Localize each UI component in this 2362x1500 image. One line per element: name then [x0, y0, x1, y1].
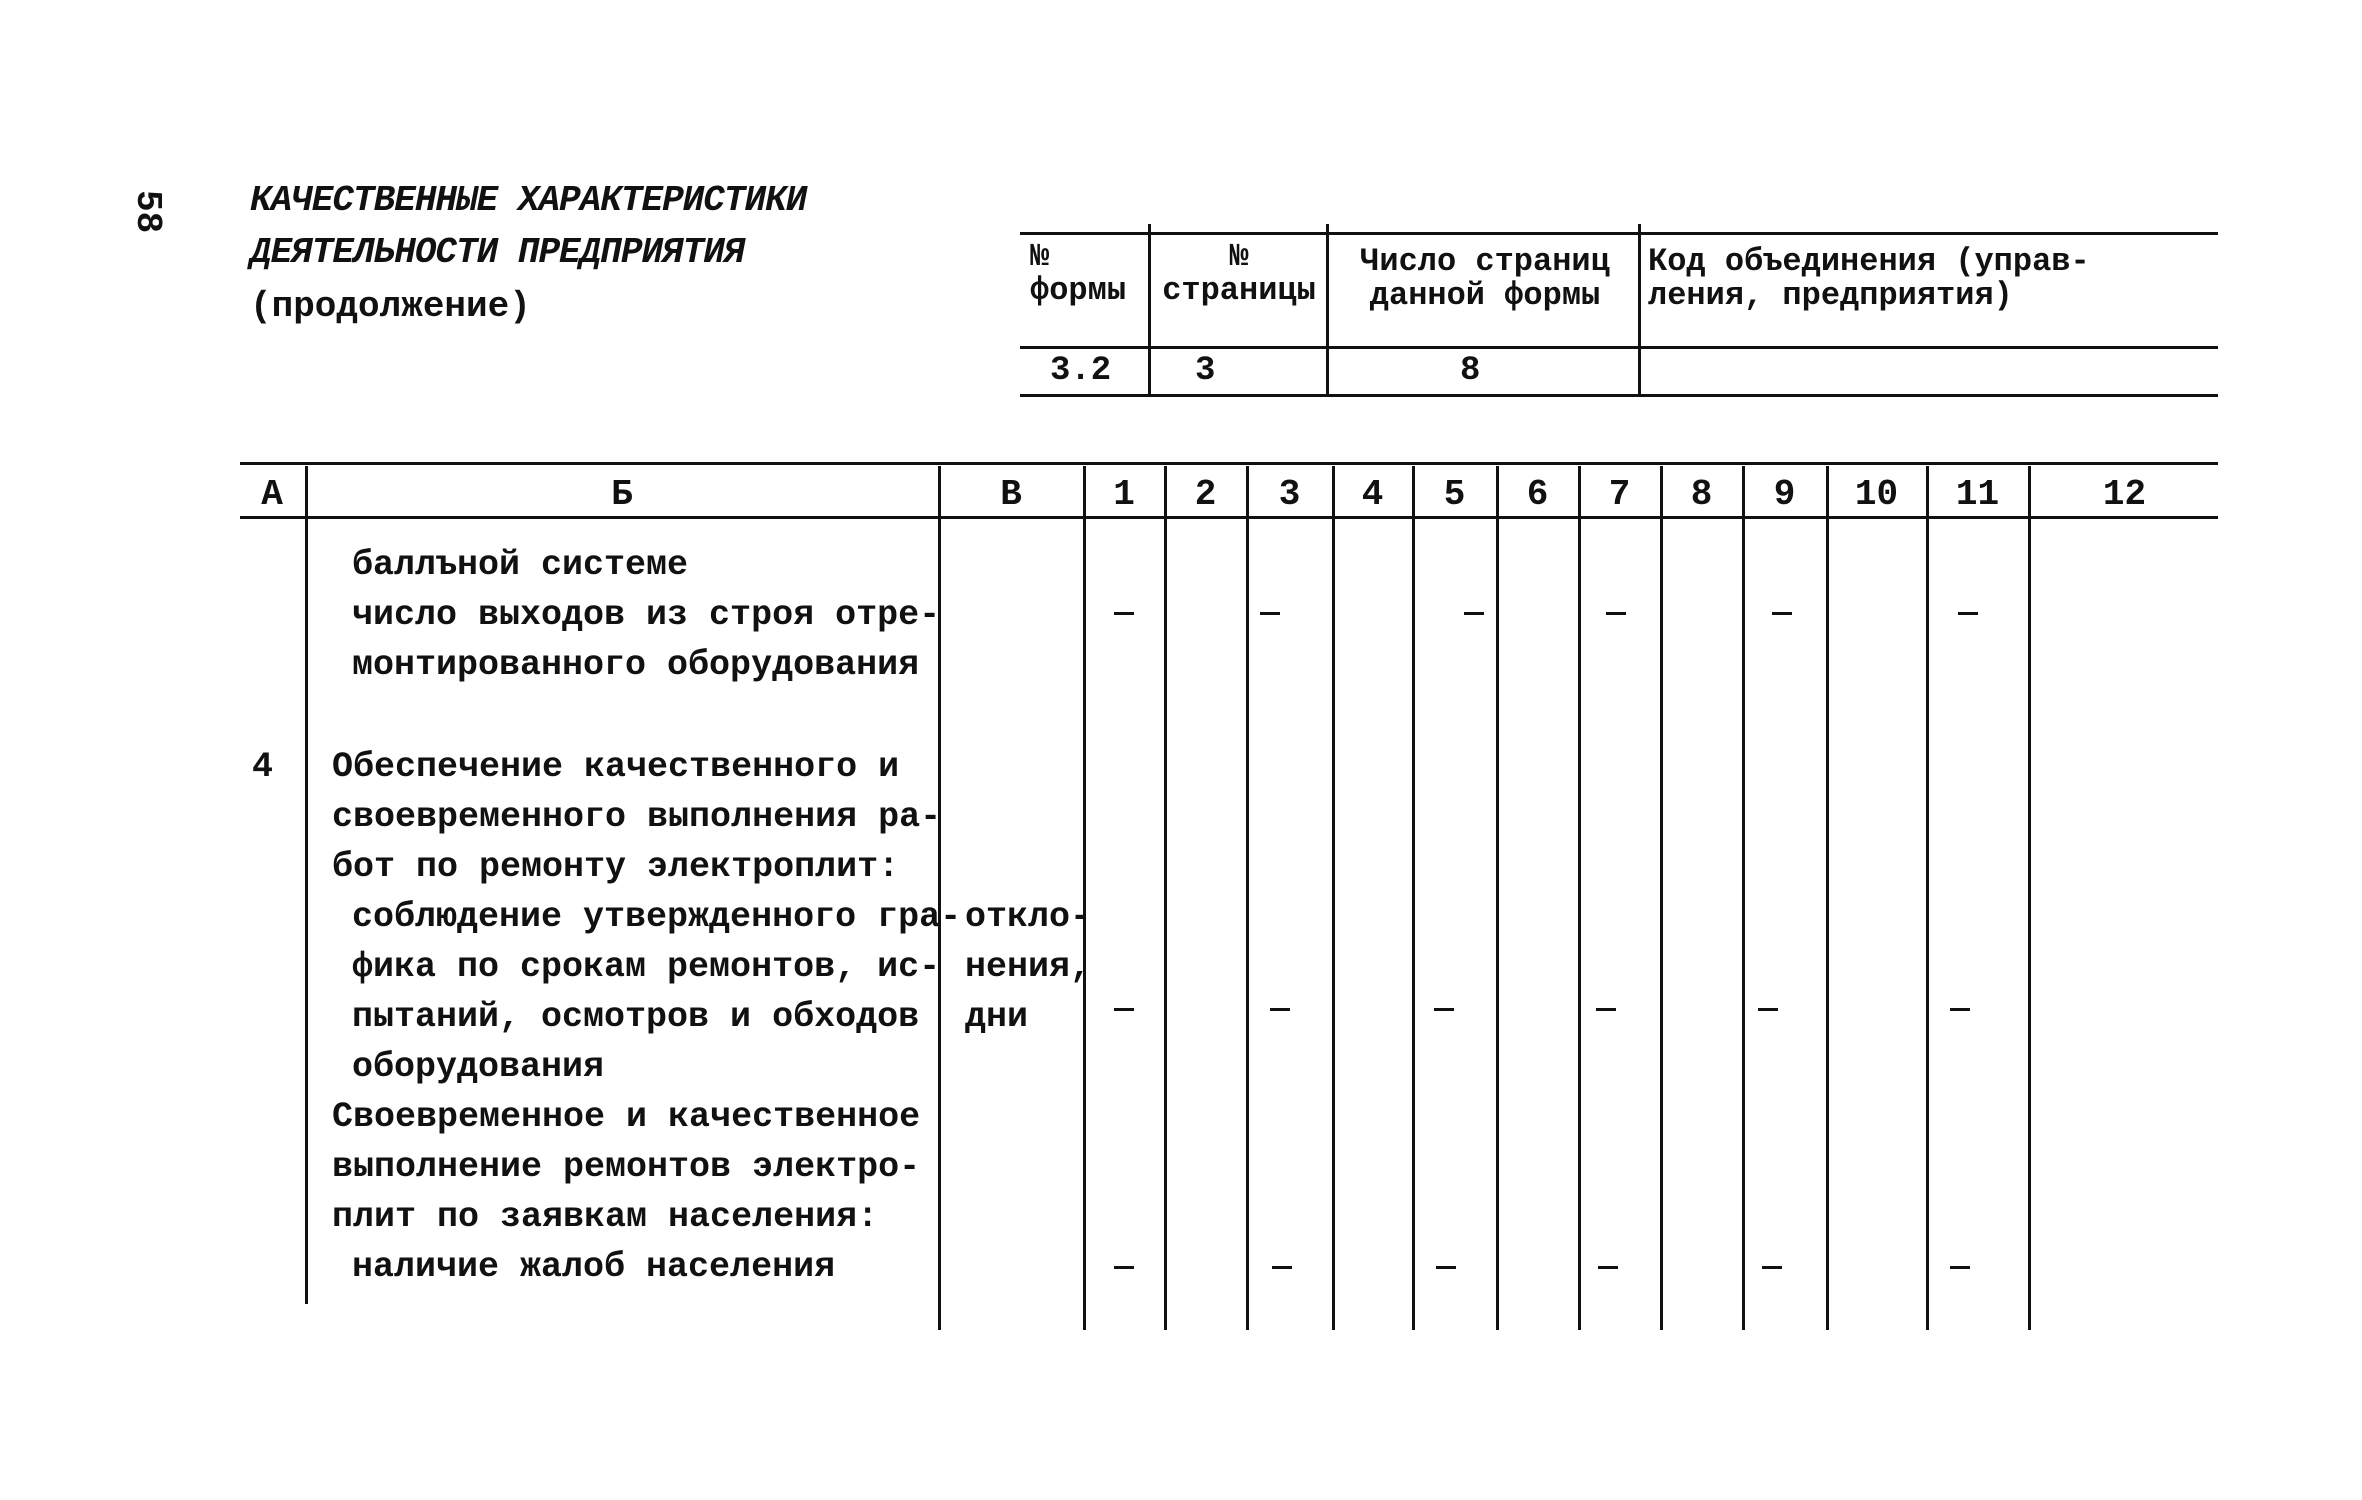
- form-number-label: № формы: [1030, 238, 1127, 309]
- dash-mark: [1114, 1266, 1134, 1269]
- page-number: 58: [127, 190, 168, 234]
- page-number-label: № страницы: [1162, 238, 1316, 309]
- table-row-text: фика по срокам ремонтов, ис-: [352, 947, 941, 987]
- column-header-1: 1: [1113, 474, 1135, 515]
- dash-mark: [1958, 612, 1978, 615]
- dash-mark: [1114, 1008, 1134, 1011]
- page-title-line-3: (продолжение): [250, 286, 531, 327]
- dash-mark: [1762, 1266, 1782, 1269]
- unit-text: нения,: [965, 947, 1092, 987]
- table-row-text: плит по заявкам населения:: [332, 1197, 879, 1237]
- table-row-text: монтированного оборудования: [352, 645, 920, 685]
- page-number-value: 3: [1195, 352, 1216, 390]
- column-header-2: 2: [1194, 474, 1217, 515]
- column-header-3: 3: [1278, 474, 1301, 515]
- dash-mark: [1260, 612, 1280, 615]
- column-header-11: 11: [1955, 474, 2000, 515]
- column-header-4: 4: [1361, 474, 1384, 515]
- dash-mark: [1272, 1266, 1292, 1269]
- column-header-v: В: [1000, 474, 1022, 515]
- column-header-8: 8: [1690, 474, 1713, 515]
- table-row-text: число выходов из строя отре-: [352, 595, 941, 635]
- form-number-value: 3.2: [1050, 352, 1112, 390]
- pages-count-label: Число страниц данной формы: [1360, 243, 1610, 314]
- unit-text: дни: [965, 997, 1029, 1037]
- column-header-b: Б: [611, 474, 633, 515]
- table-row-text: оборудования: [352, 1047, 605, 1087]
- dash-mark: [1772, 612, 1792, 615]
- dash-mark: [1596, 1008, 1616, 1011]
- unit-text: откло-: [965, 897, 1092, 937]
- table-row-text: выполнение ремонтов электро-: [332, 1147, 921, 1187]
- column-header-a: А: [261, 474, 283, 515]
- dash-mark: [1606, 612, 1626, 615]
- column-header-5: 5: [1443, 474, 1466, 515]
- dash-mark: [1436, 1266, 1456, 1269]
- dash-mark: [1950, 1008, 1970, 1011]
- dash-mark: [1114, 612, 1134, 615]
- table-row-text: бот по ремонту электроплит:: [332, 847, 900, 887]
- table-row-text: своевременного выполнения ра-: [332, 797, 942, 837]
- page-title-line-1: КАЧЕСТВЕННЫЕ ХАРАКТЕРИСТИКИ: [250, 180, 807, 221]
- dash-mark: [1270, 1008, 1290, 1011]
- table-row-text: наличие жалоб населения: [352, 1247, 836, 1287]
- dash-mark: [1758, 1008, 1778, 1011]
- column-header-9: 9: [1773, 474, 1796, 515]
- row-number: 4: [252, 747, 274, 787]
- table-row-text: Своевременное и качественное: [332, 1097, 921, 1137]
- column-header-6: 6: [1526, 474, 1549, 515]
- column-header-10: 10: [1854, 474, 1899, 515]
- dash-mark: [1464, 612, 1484, 615]
- table-row-text: баллъной системе: [352, 545, 689, 585]
- table-row-text: соблюдение утвержденного гра-: [352, 897, 962, 937]
- dash-mark: [1950, 1266, 1970, 1269]
- pages-count-value: 8: [1460, 352, 1481, 390]
- table-row-text: Обеспечение качественного и: [332, 747, 900, 787]
- org-code-label: Код объединения (управ- ления, предприятия): [1648, 243, 2090, 314]
- dash-mark: [1598, 1266, 1618, 1269]
- page-title-line-2: ДЕЯТЕЛЬНОСТИ ПРЕДПРИЯТИЯ: [250, 232, 745, 273]
- table-row-text: пытаний, осмотров и обходов: [352, 997, 920, 1037]
- column-header-7: 7: [1608, 474, 1631, 515]
- column-header-12: 12: [2102, 474, 2147, 515]
- dash-mark: [1434, 1008, 1454, 1011]
